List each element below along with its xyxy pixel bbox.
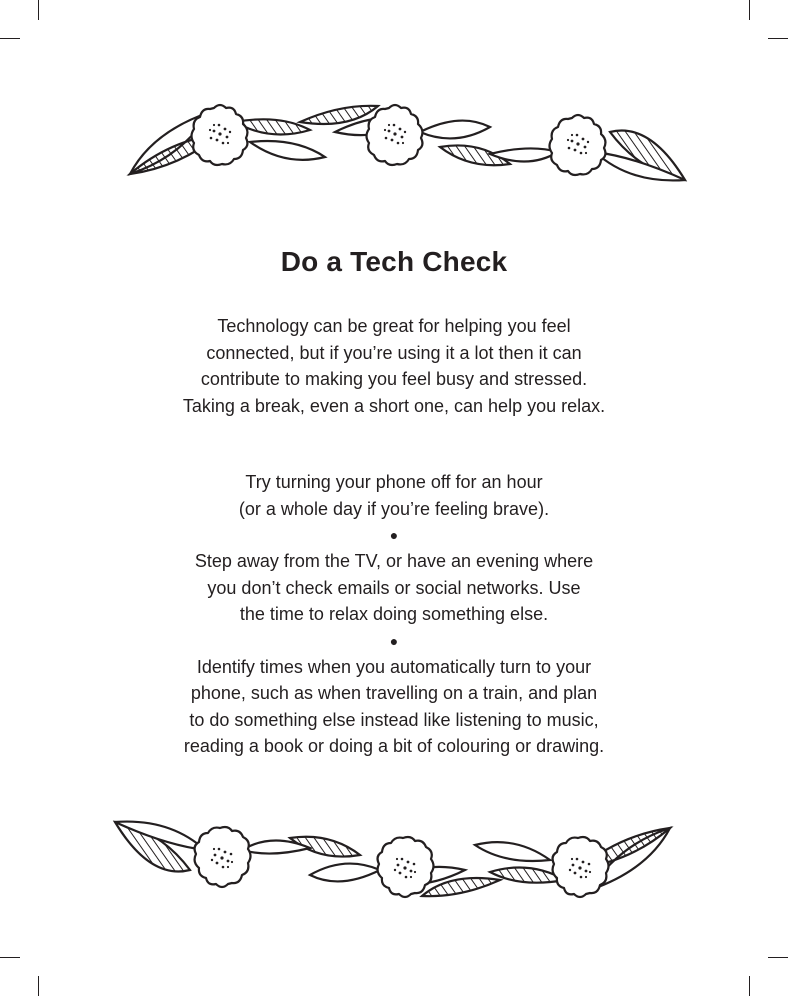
crop-mark-bottom-left-h [0,957,20,958]
tip-line: the time to relax doing something else. [239,604,549,624]
bullet-separator: ● [389,632,399,649]
tip-line: phone, such as when travelling on a train, and plan [190,683,598,703]
tip-line: to do something else instead like listening to music, [189,709,599,730]
crop-mark-bottom-right-h [768,957,788,958]
tip-item [0,548,788,628]
crop-mark-top-right-h [768,38,788,39]
crop-mark-top-left-v [38,0,39,20]
intro-line: Taking a break, even a short one, can help you relax. [182,395,606,416]
crop-mark-top-right-v [749,0,750,20]
intro-line: connected, but if you’re using it a lot then it can [206,342,582,363]
intro-paragraph [0,313,788,419]
crop-mark-bottom-left-v [38,976,39,996]
tip-line: Step away from the TV, or have an evening where [194,551,594,571]
tips-list [0,469,788,760]
crop-mark-top-left-h [0,38,20,39]
tip-line: (or a whole day if you’re feeling brave). [238,498,550,519]
floral-vine-bottom [110,800,690,910]
tip-item [0,469,788,522]
intro-line: Technology can be great for helping you feel [217,316,571,336]
crop-mark-bottom-right-v [749,976,750,996]
page-title: Do a Tech Check [280,246,508,277]
tip-item [0,654,788,760]
intro-line: contribute to making you feel busy and stressed. [200,369,588,389]
tip-line: Identify times when you automatically turn to your [196,656,592,677]
bullet-separator: ● [389,527,399,543]
floral-vine-top [110,92,690,202]
tip-line: Try turning your phone off for an hour [245,472,543,492]
tip-line: you don’t check emails or social networks. Use [207,577,581,598]
tip-line: reading a book or doing a bit of colouring or drawing. [183,736,605,756]
